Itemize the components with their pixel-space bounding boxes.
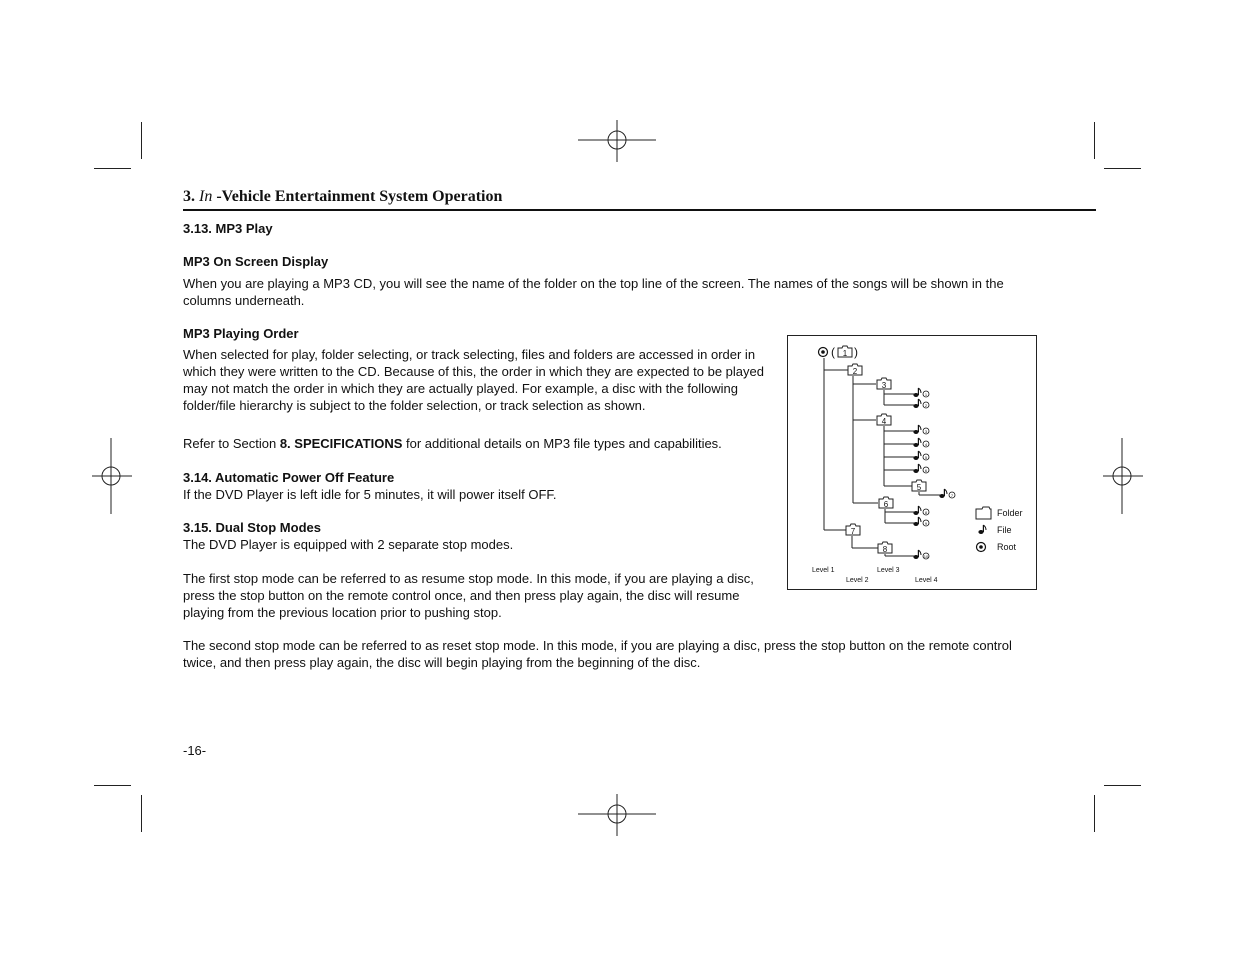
chapter-number: 3. [183,188,195,205]
crop-mark-tl-v [141,122,142,159]
legend-root-icon-inner [979,545,983,549]
refer-text-post: for additional details on MP3 file types and capabilities. [402,436,722,451]
file-7-label: 7 [950,493,954,498]
hierarchy-svg [788,336,1038,591]
folder-1-label: 1 [842,349,848,358]
section-heading-dual-stop: 3.15. Dual Stop Modes [183,520,321,535]
crop-mark-tr-v [1094,122,1095,159]
subheading-playing-order: MP3 Playing Order [183,326,299,341]
file-8-label: 8 [924,510,928,515]
paragraph-auto-power-off: If the DVD Player is left idle for 5 minutes, it will power itself OFF. [183,487,557,502]
legend-folder-label: Folder [997,508,1023,518]
folder-5-label: 5 [916,483,922,492]
level-2-label: Level 2 [846,577,869,584]
paragraph-refer-specifications [183,435,783,452]
legend-folder-icon [976,507,991,519]
level-4-label: Level 4 [915,577,938,584]
crop-mark-br-v [1094,795,1095,832]
root-icon-inner [821,350,825,354]
file-9-label: 9 [924,521,928,526]
folder-6-label: 6 [883,500,889,509]
registration-mark-top [578,120,656,162]
registration-mark-right [1103,438,1143,514]
paragraph-dual-stop: The DVD Player is equipped with 2 separate stop modes. [183,537,514,552]
file-10-label: 10 [923,554,929,559]
legend-file-label: File [997,525,1012,535]
crop-mark-tl-h [94,168,131,169]
crop-mark-tr-h [1104,168,1141,169]
folder-hierarchy-diagram [787,335,1037,590]
file-4-label: 4 [924,442,928,447]
refer-section-link: 8. SPECIFICATIONS [279,436,403,451]
chapter-title-italic: In [199,188,213,205]
section-heading-auto-power-off: 3.14. Automatic Power Off Feature [183,470,395,485]
chapter-title [183,187,502,207]
folder-8-label: 8 [882,545,888,554]
folder-1-paren-open: ( [831,345,835,359]
page-number: -16- [183,743,207,758]
header-rule [183,209,1096,211]
registration-mark-bottom [578,794,656,836]
section-heading-mp3-play: 3.13. MP3 Play [183,221,273,236]
paragraph-playing-order: When selected for play, folder selecting, or track selecting, files and folders are accessed in order in which they were written to the CD. Because of this, the order in which they are expected to be played may not match the order in which they are actually played. For example, a disc with the following folder/file hierarchy is subject to the folder selection, or track selection as shown. [183,347,764,413]
registration-mark-left [92,438,132,514]
paragraph-on-screen-display: When you are playing a MP3 CD, you will see the name of the folder on the top line of the screen. The names of the songs will be shown in the columns underneath. [183,276,1004,308]
file-2-label: 2 [924,403,928,408]
folder-2-label: 2 [852,367,858,376]
folder-4-label: 4 [881,417,887,426]
file-6-label: 6 [924,468,928,473]
folder-7-label: 7 [850,527,856,536]
folder-3-label: 3 [881,381,887,390]
level-3-label: Level 3 [877,567,900,574]
legend-root-label: Root [997,542,1017,552]
subheading-on-screen-display: MP3 On Screen Display [183,254,329,269]
level-1-label: Level 1 [812,567,835,574]
folder-1-paren-close: ) [854,345,858,359]
paragraph-first-stop-mode: The first stop mode can be referred to as resume stop mode. In this mode, if you are playing a disc, press the stop button on the remote control once, and then press play again, the disc will resume playing from the previous location prior to pushing stop. [183,571,754,620]
file-1-label: 1 [924,392,928,397]
refer-text-pre: Refer to Section [183,436,280,451]
crop-mark-bl-h [94,785,131,786]
crop-mark-br-h [1104,785,1141,786]
chapter-title-rest: -Vehicle Entertainment System Operation [216,188,503,205]
file-3-label: 3 [924,429,928,434]
crop-mark-bl-v [141,795,142,832]
file-5-label: 5 [924,455,928,460]
paragraph-second-stop-mode: The second stop mode can be referred to as reset stop mode. In this mode, if you are playing a disc, press the stop button on the remote control twice, and then press play again, the disc will begin playing from the beginning of the disc. [183,638,1012,670]
